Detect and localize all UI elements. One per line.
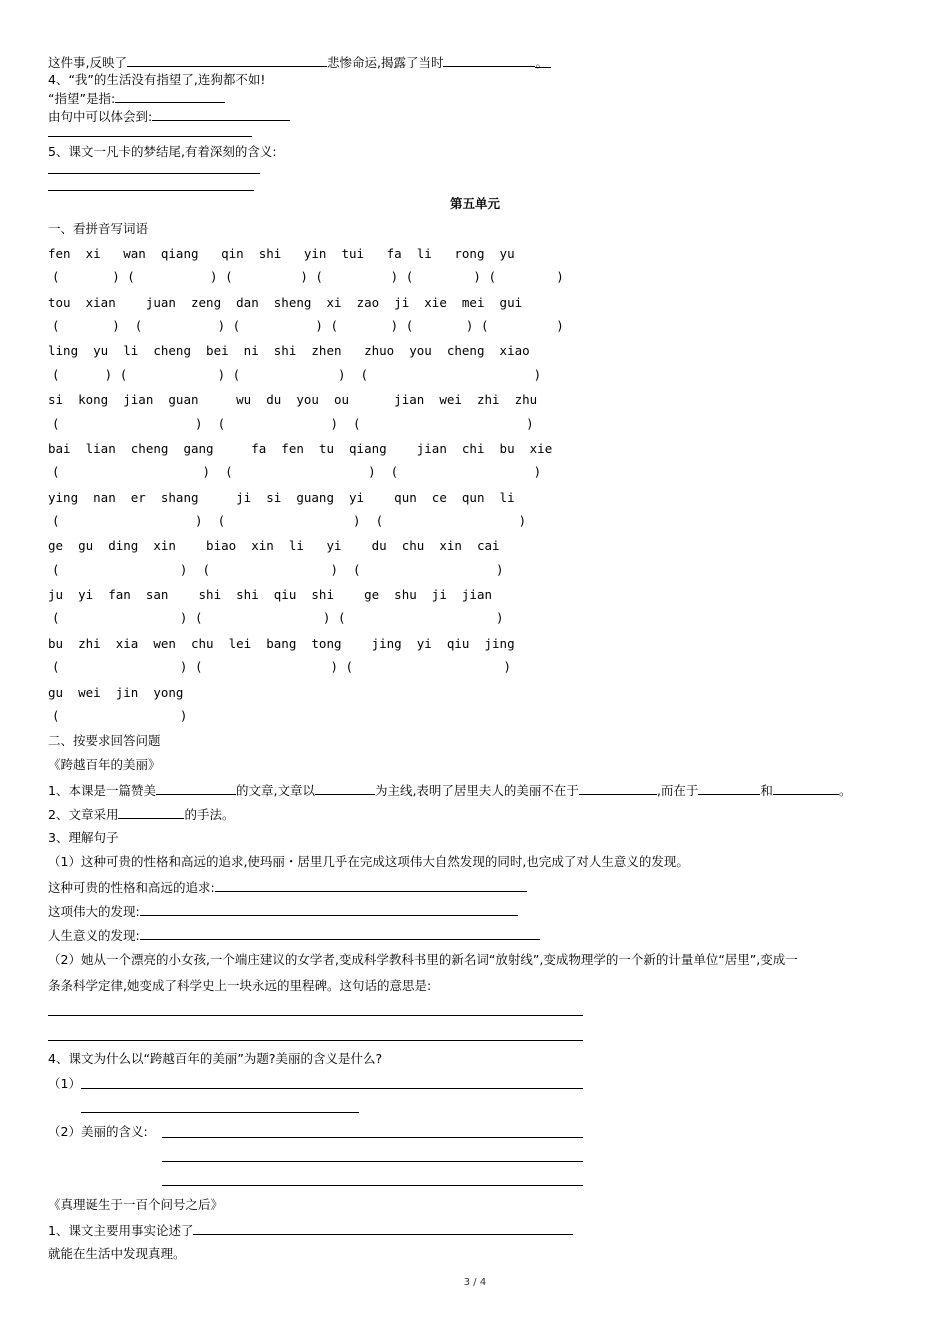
pinyin-row: ge gu ding xin biao xin li yi du chu xin cai	[48, 538, 500, 553]
blank-period: 。	[535, 55, 551, 68]
answer-line[interactable]	[162, 1161, 583, 1162]
pinyin-row: tou xian juan zeng dan sheng xi zao ji xie mei gui	[48, 295, 523, 310]
prev-q5: 5、课文一凡卡的梦结尾,有着深刻的含义:	[48, 144, 277, 159]
part1-heading: 一、看拼音写词语	[48, 221, 149, 236]
blank[interactable]	[215, 879, 527, 892]
q3-1c: 人生意义的发现:	[48, 927, 540, 944]
bracket-row[interactable]: ( ) ( ) ( )	[52, 610, 504, 625]
unit-title: 第五单元	[449, 196, 500, 211]
part2-heading: 二、按要求回答问题	[48, 733, 161, 748]
blank[interactable]	[140, 903, 518, 916]
page-number: 3 / 4	[463, 1277, 487, 1288]
blank[interactable]	[315, 782, 375, 795]
answer-line[interactable]	[162, 1185, 583, 1186]
q3-2-line2: 条条科学定律,她变成了科学史上一块永远的里程碑。这句话的意思是:	[48, 978, 432, 993]
pinyin-row: bu zhi xia wen chu lei bang tong jing yi qiu jing	[48, 636, 515, 651]
answer-line[interactable]	[162, 1137, 583, 1138]
bracket-row[interactable]: ( ) ( ) ( )	[52, 416, 534, 431]
prev-line1: 这件事,反映了 悲惨命运,揭露了当时 。	[48, 54, 551, 71]
pinyin-row: bai lian cheng gang fa fen tu qiang jian chi bu xie	[48, 441, 553, 456]
blank[interactable]	[118, 806, 184, 819]
pinyin-row: ying nan er shang ji si guang yi qun ce qun li	[48, 490, 515, 505]
blank[interactable]	[152, 108, 290, 121]
blank[interactable]	[698, 782, 760, 795]
prev-q4-meaning: “指望”是指:	[48, 90, 225, 107]
answer-line[interactable]	[81, 1112, 359, 1113]
blank[interactable]	[115, 90, 225, 103]
bracket-row[interactable]: ( ) ( ) ( ) ( ) ( ) ( )	[52, 269, 564, 284]
lesson-title: 《真理诞生于一百个问号之后》	[48, 1197, 224, 1212]
bracket-row[interactable]: ( ) ( ) ( ) ( )	[52, 367, 542, 382]
blank[interactable]	[140, 927, 540, 940]
bracket-row[interactable]: ( ) ( ) ( )	[52, 562, 504, 577]
bracket-row[interactable]: ( )	[52, 708, 188, 723]
answer-line[interactable]	[48, 1015, 583, 1016]
pinyin-row: ling yu li cheng bei ni shi zhen zhuo you cheng xiao	[48, 343, 530, 358]
blank[interactable]	[773, 782, 839, 795]
blank[interactable]	[443, 54, 535, 67]
blank[interactable]	[156, 782, 236, 795]
pinyin-row: ju yi fan san shi shi qiu shi ge shu ji jian	[48, 587, 493, 602]
answer-line[interactable]	[48, 1040, 583, 1041]
pinyin-row: gu wei jin yong	[48, 685, 184, 700]
answer-line[interactable]	[48, 136, 252, 137]
q2-line: 2、文章采用 的手法。	[48, 807, 235, 822]
q3-1a: 这种可贵的性格和高远的追求:	[48, 879, 527, 896]
bracket-row[interactable]: ( ) ( ) ( )	[52, 513, 527, 528]
q1-line: 1、本课是一篇赞美 的文章,文章以 为主线,表明了居里夫人的美丽不在于 ,而在于 和 。	[48, 783, 852, 798]
q3-2-line1: （2）她从一个漂亮的小女孩,一个端庄建议的女学者,变成科学教科书里的新名词“放射线”,变成物理学的一个新的计量单位“居里”,变成一	[48, 952, 798, 967]
lesson-title: 《跨越百年的美丽》	[48, 757, 161, 772]
l2-q1-end: 就能在生活中发现真理。	[48, 1246, 186, 1261]
bracket-row[interactable]: ( ) ( ) ( )	[52, 659, 512, 674]
answer-line[interactable]	[81, 1088, 583, 1089]
blank[interactable]	[579, 782, 657, 795]
bracket-row[interactable]: ( ) ( ) ( ) ( ) ( ) ( )	[52, 318, 564, 333]
prev-q4-feel: 由句中可以体会到:	[48, 108, 290, 125]
q3-1-sentence: （1）这种可贵的性格和高远的追求,使玛丽・居里几乎在完成这项伟大自然发现的同时,也完成了对人生意义的发现。	[48, 854, 689, 869]
bracket-row[interactable]: ( ) ( ) ( )	[52, 464, 542, 479]
answer-line[interactable]	[48, 173, 260, 174]
answer-line[interactable]	[48, 190, 254, 191]
q4-heading: 4、课文为什么以“跨越百年的美丽”为题?美丽的含义是什么?	[48, 1051, 383, 1066]
prev-q4: 4、“我”的生活没有指望了,连狗都不如!	[48, 72, 266, 87]
blank[interactable]	[193, 1222, 573, 1235]
l2-q1: 1、课文主要用事实论述了	[48, 1222, 573, 1239]
pinyin-row: si kong jian guan wu du you ou jian wei zhi zhu	[48, 392, 538, 407]
q4-2: （2）美丽的含义:	[48, 1124, 148, 1139]
q3-heading: 3、理解句子	[48, 830, 119, 845]
blank[interactable]	[127, 54, 327, 67]
q3-1b: 这项伟大的发现:	[48, 903, 518, 920]
pinyin-row: fen xi wan qiang qin shi yin tui fa li rong yu	[48, 246, 515, 261]
q4-1: （1）	[48, 1076, 81, 1091]
